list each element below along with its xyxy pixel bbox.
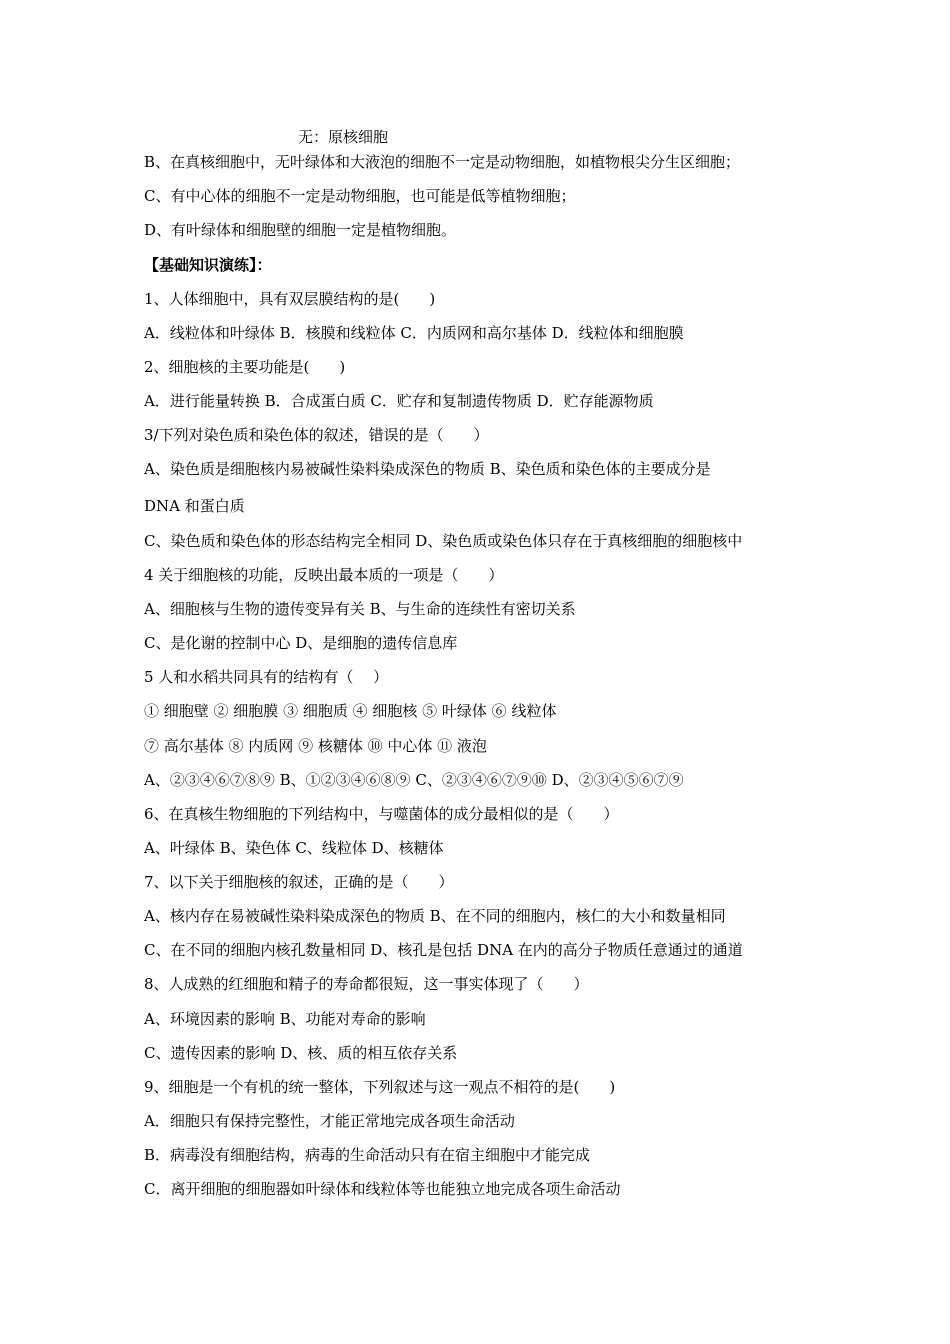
question-4-options-2: C、是化谢的控制中心 D、是细胞的遗传信息库 bbox=[144, 634, 458, 652]
question-1-options: A．线粒体和叶绿体 B．核膜和线粒体 C．内质网和高尔基体 D．线粒体和细胞膜 bbox=[144, 324, 684, 342]
question-3-options-cont: DNA 和蛋白质 bbox=[144, 497, 245, 515]
question-3: 3/下列对染色质和染色体的叙述，错误的是（ ） bbox=[144, 426, 489, 444]
question-5-options: A、②③④⑥⑦⑧⑨ B、①②③④⑥⑧⑨ C、②③④⑥⑦⑨⑩ D、②③④⑤⑥⑦⑨ bbox=[144, 771, 684, 789]
question-9-option-a: A．细胞只有保持完整性，才能正常地完成各项生命活动 bbox=[144, 1112, 515, 1130]
text-line: C、有中心体的细胞不一定是动物细胞，也可能是低等植物细胞； bbox=[144, 187, 576, 205]
question-6: 6、在真核生物细胞的下列结构中，与噬菌体的成分最相似的是（ ） bbox=[144, 805, 619, 823]
question-9-option-b: B．病毒没有细胞结构，病毒的生命活动只有在宿主细胞中才能完成 bbox=[144, 1146, 591, 1164]
question-9: 9、细胞是一个有机的统一整体，下列叙述与这一观点不相符的是( ) bbox=[144, 1078, 616, 1096]
question-7-options-1: A、核内存在易被碱性染料染成深色的物质 B、在不同的细胞内，核仁的大小和数量相同 bbox=[144, 907, 726, 925]
question-8: 8、人成熟的红细胞和精子的寿命都很短，这一事实体现了（ ） bbox=[144, 975, 589, 993]
question-3-options-2: C、染色质和染色体的形态结构完全相同 D、染色质或染色体只存在于真核细胞的细胞核中 bbox=[144, 532, 743, 550]
question-5: 5 人和水稻共同具有的结构有（ ） bbox=[144, 668, 389, 686]
text-line: B、在真核细胞中，无叶绿体和大液泡的细胞不一定是动物细胞，如植物根尖分生区细胞； bbox=[144, 153, 741, 171]
question-4: 4 关于细胞核的功能，反映出最本质的一项是（ ） bbox=[144, 566, 504, 584]
question-8-options-2: C、遗传因素的影响 D、核、质的相互依存关系 bbox=[144, 1044, 458, 1062]
question-4-options-1: A、细胞核与生物的遗传变异有关 B、与生命的连续性有密切关系 bbox=[144, 600, 576, 618]
question-5-items-2: ⑦ 高尔基体 ⑧ 内质网 ⑨ 核糖体 ⑩ 中心体 ⑪ 液泡 bbox=[144, 737, 487, 755]
question-7: 7、以下关于细胞核的叙述，正确的是（ ） bbox=[144, 873, 454, 891]
question-3-options: A、染色质是细胞核内易被碱性染料染成深色的物质 B、染色质和染色体的主要成分是 bbox=[144, 460, 711, 478]
text-line: 无：原核细胞 bbox=[298, 128, 389, 146]
question-7-options-2: C、在不同的细胞内核孔数量相同 D、核孔是包括 DNA 在内的高分子物质任意通过的通道 bbox=[144, 941, 743, 959]
section-heading: 【基础知识演练】： bbox=[144, 256, 272, 274]
question-6-options: A、叶绿体 B、染色体 C、线粒体 D、核糖体 bbox=[144, 839, 444, 857]
question-2-options: A．进行能量转换 B．合成蛋白质 C．贮存和复制遗传物质 D．贮存能源物质 bbox=[144, 392, 654, 410]
question-5-items-1: ① 细胞壁 ② 细胞膜 ③ 细胞质 ④ 细胞核 ⑤ 叶绿体 ⑥ 线粒体 bbox=[144, 702, 557, 720]
text-line: D、有叶绿体和细胞壁的细胞一定是植物细胞。 bbox=[144, 221, 457, 239]
question-1: 1、人体细胞中，具有双层膜结构的是( ) bbox=[144, 290, 436, 308]
question-9-option-c: C．离开细胞的细胞器如叶绿体和线粒体等也能独立地完成各项生命活动 bbox=[144, 1180, 621, 1198]
question-2: 2、细胞核的主要功能是( ) bbox=[144, 358, 346, 376]
question-8-options-1: A、环境因素的影响 B、功能对寿命的影响 bbox=[144, 1010, 426, 1028]
